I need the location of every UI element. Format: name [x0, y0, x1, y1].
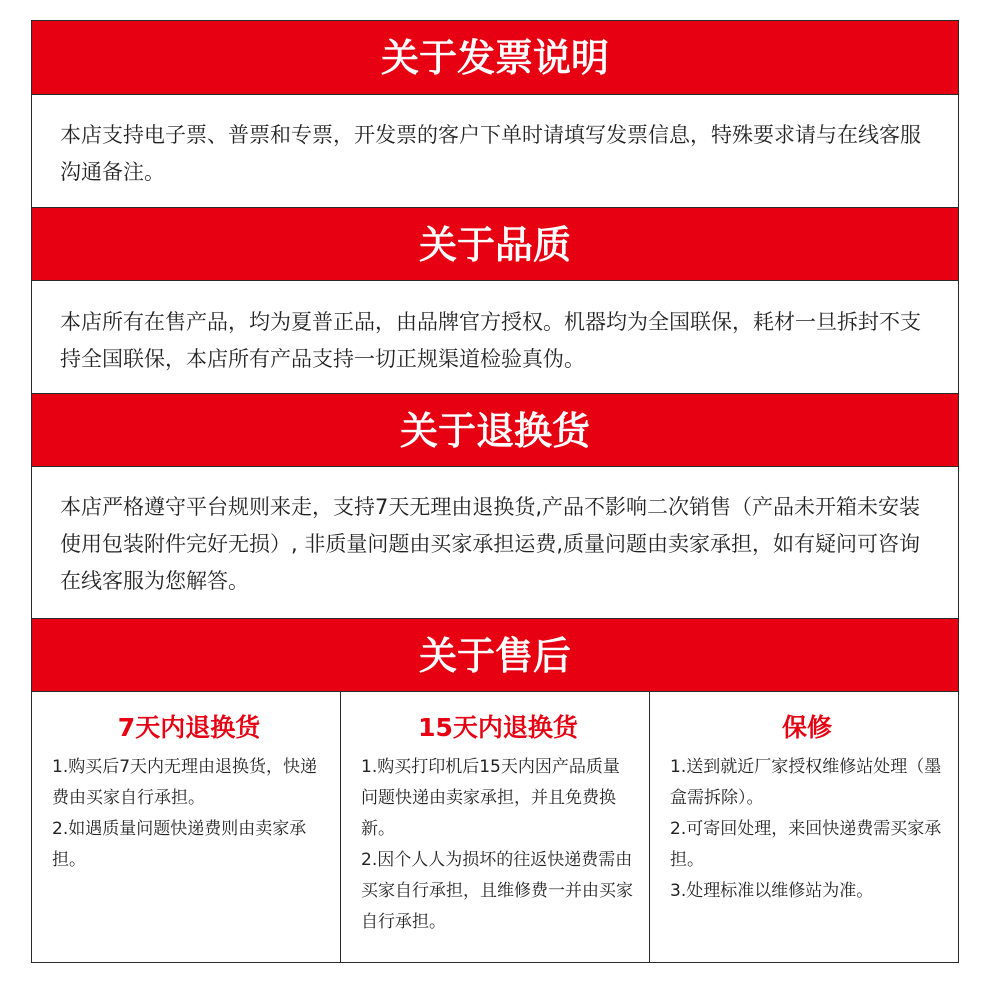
list-item: 1.送到就近厂家授权维修站处理（墨盒需拆除）。 [670, 757, 942, 808]
invoice-heading: 关于发票说明 [32, 21, 958, 95]
list-item: 2.因个人人为损坏的往返快递费需由买家自行承担，且维修费一并由买家自行承担。 [361, 850, 633, 932]
after-sales-column-15-day [340, 692, 649, 963]
returns-heading: 关于退换货 [32, 393, 958, 467]
after-sales-columns [32, 692, 958, 963]
list-item: 1.购买打印机后15天内因产品质量问题快递由卖家承担，并且免费换新。 [361, 757, 620, 839]
column-text [52, 752, 326, 876]
invoice-text: 本店支持电子票、普票和专票，开发票的客户下单时请填写发票信息，特殊要求请与在线客服沟通备注。 [60, 123, 921, 184]
column-title: 保修 [781, 713, 832, 742]
quality-heading: 关于品质 [32, 207, 958, 281]
quality-text: 本店所有在售产品，均为夏普正品，由品牌官方授权。机器均为全国联保，耗材一旦拆封不支持全国联保，本店所有产品支持一切正规渠道检验真伪。 [60, 310, 921, 371]
after-sales-column-7-day [32, 692, 340, 963]
after-sales-column-warranty [649, 692, 958, 963]
column-title: 7天内退换货 [117, 713, 261, 742]
column-text [361, 752, 635, 938]
column-title: 15天内退换货 [418, 713, 578, 742]
column-text [670, 752, 944, 907]
list-item: 1.购买后7天内无理由退换货，快递费由买家自行承担。 [52, 757, 318, 808]
policy-panel [31, 20, 959, 963]
list-item: 3.处理标准以维修站为准。 [670, 881, 874, 901]
list-item: 2.可寄回处理，来回快递费需买家承担。 [670, 819, 942, 870]
after-sales-heading: 关于售后 [32, 618, 958, 692]
list-item: 2.如遇质量问题快递费则由卖家承担。 [52, 819, 307, 870]
returns-text: 本店严格遵守平台规则来走，支持7天无理由退换货,产品不影响二次销售（产品未开箱未安装使用包装附件完好无损）, 非质量问题由买家承担运费,质量问题由卖家承担，如有疑问可咨询在线客服为您解答。 [60, 495, 921, 593]
